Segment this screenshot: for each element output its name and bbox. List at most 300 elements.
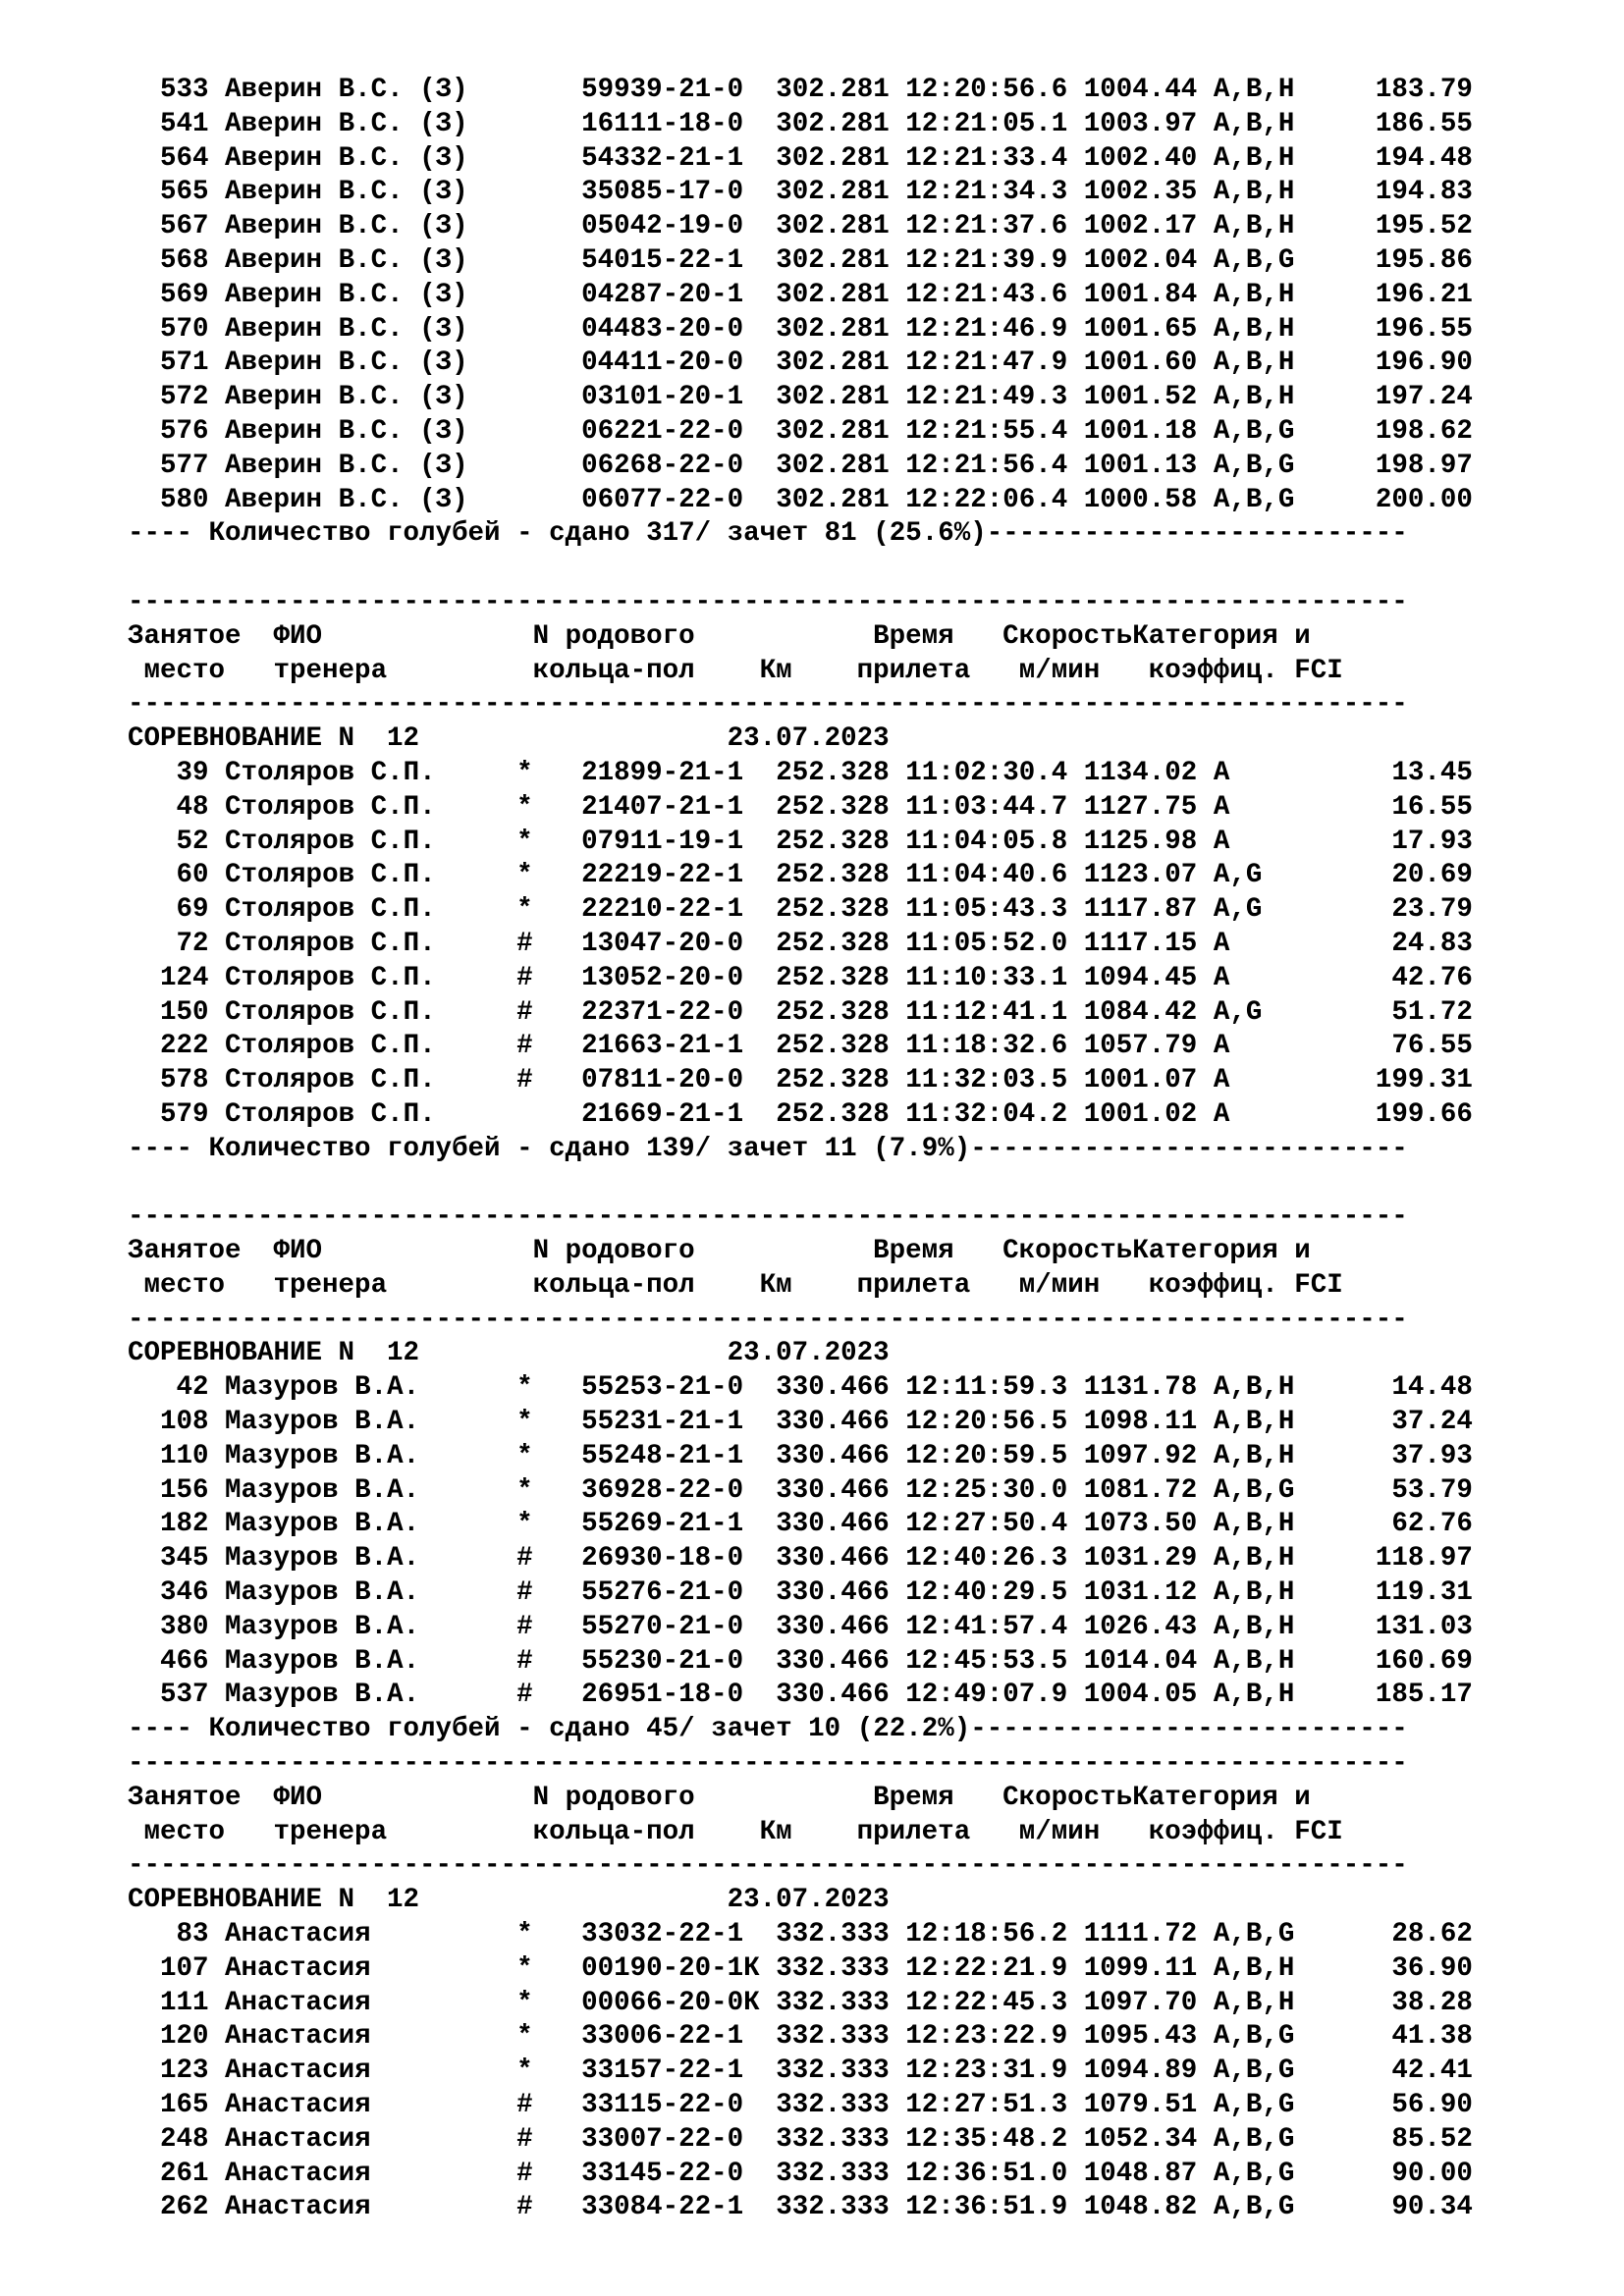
category-cell: А xyxy=(1213,757,1295,788)
time-cell: 12:22:45.3 xyxy=(905,1987,1068,2018)
fci-cell: 42.76 xyxy=(1294,962,1473,993)
header-category-2: коэффиц. xyxy=(1148,655,1295,686)
place-cell: 579 xyxy=(143,1098,209,1130)
ring-cell: 54015-22-1 xyxy=(581,244,760,276)
time-cell: 11:12:41.1 xyxy=(905,996,1068,1028)
category-cell: А xyxy=(1213,962,1295,993)
place-cell: 345 xyxy=(143,1543,209,1575)
ring-cell: 55276-21-0 xyxy=(581,1577,760,1609)
mark-cell xyxy=(516,245,533,276)
km-cell: 302.281 xyxy=(776,415,890,447)
place-cell: 262 xyxy=(143,2192,209,2223)
summary-label: Количество голубей - сдано xyxy=(208,1133,630,1164)
category-cell: А,В,Н xyxy=(1213,1509,1295,1540)
category-cell: А xyxy=(1213,928,1295,959)
speed-cell: 1001.60 xyxy=(1083,347,1198,379)
table-row xyxy=(128,1645,1473,1680)
km-cell: 252.328 xyxy=(776,928,890,959)
summary-submitted: 317 xyxy=(646,518,695,550)
place-cell: 165 xyxy=(143,2090,209,2121)
trainer-name-cell: Аверин В.С. (З) xyxy=(225,75,501,105)
header-speed-2: м/мин xyxy=(1018,655,1149,686)
table-row xyxy=(128,1098,1473,1133)
table-row xyxy=(128,826,1473,860)
competition-line xyxy=(128,1337,1473,1371)
ring-cell: 21669-21-1 xyxy=(581,1098,760,1130)
speed-cell: 1117.87 xyxy=(1083,894,1198,926)
mark-cell xyxy=(516,451,533,481)
summary-credited: 81 xyxy=(824,518,857,550)
category-cell: А,В,Н xyxy=(1213,1952,1295,1984)
header-time: Время xyxy=(873,620,1003,652)
speed-cell: 1002.40 xyxy=(1083,142,1198,174)
trainer-name-cell: Столяров С.П. xyxy=(225,928,501,959)
header-speed: Скорость xyxy=(1002,1236,1133,1267)
table-row xyxy=(128,1474,1473,1509)
km-cell: 332.333 xyxy=(776,2123,890,2155)
table-row xyxy=(128,2123,1473,2158)
category-cell: А,В,G xyxy=(1213,2090,1295,2121)
ring-cell: 06221-22-0 xyxy=(581,415,760,447)
header-km: Км xyxy=(759,655,857,686)
time-cell: 12:21:47.9 xyxy=(905,347,1068,379)
place-cell: 69 xyxy=(143,894,209,926)
km-cell: 330.466 xyxy=(776,1440,890,1471)
place-cell: 111 xyxy=(143,1987,209,2018)
ring-cell: 55270-21-0 xyxy=(581,1611,760,1642)
speed-cell: 1014.04 xyxy=(1083,1645,1198,1677)
ring-cell: 33007-22-0 xyxy=(581,2123,760,2155)
fci-cell: 90.00 xyxy=(1294,2158,1473,2189)
speed-cell: 1123.07 xyxy=(1083,860,1198,891)
fci-cell: 196.90 xyxy=(1294,347,1473,379)
blank-line xyxy=(128,1167,1473,1201)
place-cell: 564 xyxy=(143,142,209,174)
place-cell: 572 xyxy=(143,382,209,413)
trainer-name-cell: Мазуров В.А. xyxy=(225,1680,501,1711)
table-row xyxy=(128,1508,1473,1542)
km-cell: 252.328 xyxy=(776,996,890,1028)
trainer-name-cell: Аверин В.С. (З) xyxy=(225,450,501,481)
header-ring: N родового xyxy=(532,620,874,652)
km-cell: 332.333 xyxy=(776,1952,890,1984)
speed-cell: 1117.15 xyxy=(1083,928,1198,959)
summary-submitted: 45 xyxy=(646,1714,679,1745)
category-cell: А,G xyxy=(1213,996,1295,1028)
column-header-line-2 xyxy=(128,655,1473,689)
ring-cell: 03101-20-1 xyxy=(581,382,760,413)
ring-cell: 21899-21-1 xyxy=(581,757,760,788)
table-row xyxy=(128,1064,1473,1098)
fci-cell: 62.76 xyxy=(1294,1509,1473,1540)
category-cell: А,В,Н xyxy=(1213,1543,1295,1575)
km-cell: 302.281 xyxy=(776,211,890,242)
place-cell: 150 xyxy=(143,996,209,1028)
category-cell: А,В,Н xyxy=(1213,1407,1295,1438)
time-cell: 12:40:29.5 xyxy=(905,1577,1068,1609)
mark-cell: * xyxy=(516,1440,533,1471)
km-cell: 330.466 xyxy=(776,1645,890,1677)
fci-cell: 197.24 xyxy=(1294,382,1473,413)
column-header-line-1 xyxy=(128,620,1473,655)
fci-cell: 183.79 xyxy=(1294,75,1473,105)
ring-cell: 35085-17-0 xyxy=(581,177,760,208)
fci-cell: 194.83 xyxy=(1294,177,1473,208)
column-header-line-2 xyxy=(128,1269,1473,1304)
km-cell: 252.328 xyxy=(776,757,890,788)
summary-line: ---- Количество голубей - сдано 139/ зачет 11 (7.9%)--------------------------- xyxy=(128,1133,1408,1164)
trainer-name-cell: Столяров С.П. xyxy=(225,996,501,1028)
mark-cell xyxy=(516,280,533,310)
header-ring: N родового xyxy=(532,1782,874,1813)
category-cell: А,G xyxy=(1213,894,1295,926)
km-cell: 302.281 xyxy=(776,313,890,345)
table-row xyxy=(128,108,1473,142)
place-cell: 567 xyxy=(143,211,209,242)
trainer-name-cell: Мазуров В.А. xyxy=(225,1577,501,1609)
place-cell: 124 xyxy=(143,962,209,993)
ring-cell: 04483-20-0 xyxy=(581,313,760,345)
speed-cell: 1094.45 xyxy=(1083,962,1198,993)
trainer-name-cell: Столяров С.П. xyxy=(225,1098,501,1130)
header-place-2: место xyxy=(143,1269,274,1301)
speed-cell: 1095.43 xyxy=(1083,2021,1198,2053)
mark-cell: # xyxy=(516,1065,533,1096)
table-row xyxy=(128,176,1473,210)
fci-cell: 53.79 xyxy=(1294,1474,1473,1506)
time-cell: 11:03:44.7 xyxy=(905,791,1068,823)
table-row xyxy=(128,450,1473,484)
table-row xyxy=(128,484,1473,518)
ring-cell: 55269-21-1 xyxy=(581,1509,760,1540)
time-cell: 11:05:52.0 xyxy=(905,928,1068,959)
mark-cell: # xyxy=(516,928,533,959)
mark-cell: # xyxy=(516,996,533,1028)
speed-cell: 1001.07 xyxy=(1083,1065,1198,1096)
ring-cell: 33157-22-1 xyxy=(581,2056,760,2087)
km-cell: 302.281 xyxy=(776,244,890,276)
speed-cell: 1094.89 xyxy=(1083,2056,1198,2087)
time-cell: 12:41:57.4 xyxy=(905,1611,1068,1642)
header-ring: N родового xyxy=(532,1236,874,1267)
km-cell: 252.328 xyxy=(776,1098,890,1130)
mark-cell: * xyxy=(516,1474,533,1506)
ring-cell: 00190-20-1К xyxy=(581,1952,760,1984)
trainer-name-cell: Мазуров В.А. xyxy=(225,1543,501,1575)
ring-cell: 33115-22-0 xyxy=(581,2090,760,2121)
ring-cell: 26930-18-0 xyxy=(581,1543,760,1575)
mark-cell: # xyxy=(516,2090,533,2121)
summary-credited: 10 xyxy=(808,1714,841,1745)
category-cell: А xyxy=(1213,1098,1295,1130)
place-cell: 48 xyxy=(143,791,209,823)
mark-cell xyxy=(516,382,533,412)
fci-cell: 160.69 xyxy=(1294,1645,1473,1677)
speed-cell: 1001.84 xyxy=(1083,279,1198,310)
km-cell: 332.333 xyxy=(776,1919,890,1950)
speed-cell: 1079.51 xyxy=(1083,2090,1198,2121)
km-cell: 332.333 xyxy=(776,2021,890,2053)
mark-cell xyxy=(516,347,533,378)
category-cell: А,В,Н xyxy=(1213,1577,1295,1609)
header-speed: Скорость xyxy=(1002,1782,1133,1813)
fci-cell: 23.79 xyxy=(1294,894,1473,926)
km-cell: 302.281 xyxy=(776,382,890,413)
summary-credited-label: зачет xyxy=(727,1133,809,1164)
competition-line xyxy=(128,722,1473,757)
table-row xyxy=(128,74,1473,108)
ring-cell: 05042-19-0 xyxy=(581,211,760,242)
table-row xyxy=(128,210,1473,244)
header-place-2: место xyxy=(143,655,274,686)
mark-cell xyxy=(516,143,533,174)
ring-cell: 55231-21-1 xyxy=(581,1407,760,1438)
table-row xyxy=(128,928,1473,962)
table-row xyxy=(128,1611,1473,1645)
trainer-name-cell: Аверин В.С. (З) xyxy=(225,177,501,208)
fci-cell: 186.55 xyxy=(1294,108,1473,139)
trainer-name-cell: Аверин В.С. (З) xyxy=(225,279,501,310)
trainer-name-cell: Столяров С.П. xyxy=(225,1065,501,1096)
header-time-2: прилета xyxy=(856,655,1019,686)
time-cell: 12:45:53.5 xyxy=(905,1645,1068,1677)
category-cell: А,В,G xyxy=(1213,415,1295,447)
results-document xyxy=(128,74,1473,2225)
category-cell: А,В,G xyxy=(1213,2056,1295,2087)
fci-cell: 36.90 xyxy=(1294,1952,1473,1984)
summary-credited-label: зачет xyxy=(711,1714,792,1745)
mark-cell: # xyxy=(516,2192,533,2223)
place-cell: 569 xyxy=(143,279,209,310)
trainer-name-cell: Мазуров В.А. xyxy=(225,1372,501,1404)
trainer-name-cell: Анастасия xyxy=(225,2192,501,2223)
km-cell: 302.281 xyxy=(776,108,890,139)
header-fci: FCI xyxy=(1294,655,1343,686)
km-cell: 332.333 xyxy=(776,2056,890,2087)
mark-cell: * xyxy=(516,2021,533,2053)
place-cell: 248 xyxy=(143,2123,209,2155)
mark-cell: * xyxy=(516,1952,533,1984)
fci-cell: 195.86 xyxy=(1294,244,1473,276)
trainer-name-cell: Анастасия xyxy=(225,1987,501,2018)
km-cell: 302.281 xyxy=(776,177,890,208)
mark-cell: * xyxy=(516,1509,533,1540)
trainer-name-cell: Аверин В.С. (З) xyxy=(225,415,501,447)
speed-cell: 1127.75 xyxy=(1083,791,1198,823)
trainer-name-cell: Анастасия xyxy=(225,2158,501,2189)
km-cell: 302.281 xyxy=(776,484,890,515)
fci-cell: 119.31 xyxy=(1294,1577,1473,1609)
trainer-name-cell: Аверин В.С. (З) xyxy=(225,484,501,515)
mark-cell: # xyxy=(516,2158,533,2189)
fci-cell: 199.31 xyxy=(1294,1065,1473,1096)
fci-cell: 41.38 xyxy=(1294,2021,1473,2053)
time-cell: 12:21:33.4 xyxy=(905,142,1068,174)
ring-cell: 21407-21-1 xyxy=(581,791,760,823)
table-row xyxy=(128,1542,1473,1576)
mark-cell: # xyxy=(516,1577,533,1609)
place-cell: 346 xyxy=(143,1577,209,1609)
time-cell: 12:20:56.6 xyxy=(905,75,1068,105)
time-cell: 11:32:03.5 xyxy=(905,1065,1068,1096)
category-cell: А,В,Н xyxy=(1213,1680,1295,1711)
summary-line: ---- Количество голубей - сдано 317/ зачет 81 (25.6%)-------------------------- xyxy=(128,518,1408,550)
mark-cell: * xyxy=(516,791,533,823)
fci-cell: 38.28 xyxy=(1294,1987,1473,2018)
speed-cell: 1003.97 xyxy=(1083,108,1198,139)
km-cell: 302.281 xyxy=(776,75,890,105)
km-cell: 330.466 xyxy=(776,1611,890,1642)
header-time: Время xyxy=(873,1782,1003,1813)
place-cell: 466 xyxy=(143,1645,209,1677)
column-header-line-2 xyxy=(128,1816,1473,1850)
trainer-name-cell: Аверин В.С. (З) xyxy=(225,313,501,345)
mark-cell xyxy=(516,1099,533,1130)
summary-percent: (22.2%) xyxy=(856,1714,971,1745)
category-cell: А,В,G xyxy=(1213,244,1295,276)
ring-cell: 13052-20-0 xyxy=(581,962,760,993)
speed-cell: 1081.72 xyxy=(1083,1474,1198,1506)
table-row xyxy=(128,2055,1473,2089)
summary-percent: (25.6%) xyxy=(873,518,987,550)
time-cell: 12:27:51.3 xyxy=(905,2090,1068,2121)
place-cell: 568 xyxy=(143,244,209,276)
category-cell: А,В,Н xyxy=(1213,108,1295,139)
header-place: Занятое xyxy=(128,1782,274,1813)
trainer-name-cell: Столяров С.П. xyxy=(225,1031,501,1062)
ring-cell: 33145-22-0 xyxy=(581,2158,760,2189)
speed-cell: 1004.05 xyxy=(1083,1680,1198,1711)
fci-cell: 185.17 xyxy=(1294,1680,1473,1711)
km-cell: 252.328 xyxy=(776,1065,890,1096)
km-cell: 330.466 xyxy=(776,1680,890,1711)
fci-cell: 20.69 xyxy=(1294,860,1473,891)
category-cell: А,В,G xyxy=(1213,2192,1295,2223)
ring-cell: 22210-22-1 xyxy=(581,894,760,926)
header-name: ФИО xyxy=(273,1236,533,1267)
time-cell: 12:36:51.0 xyxy=(905,2158,1068,2189)
km-cell: 332.333 xyxy=(776,2158,890,2189)
trainer-name-cell: Анастасия xyxy=(225,2123,501,2155)
place-cell: 576 xyxy=(143,415,209,447)
trainer-name-cell: Столяров С.П. xyxy=(225,757,501,788)
fci-cell: 76.55 xyxy=(1294,1031,1473,1062)
ring-cell: 55230-21-0 xyxy=(581,1645,760,1677)
category-cell: А,В,Н xyxy=(1213,1440,1295,1471)
place-cell: 222 xyxy=(143,1031,209,1062)
time-cell: 12:20:59.5 xyxy=(905,1440,1068,1471)
trainer-name-cell: Мазуров В.А. xyxy=(225,1407,501,1438)
competition-date: 23.07.2023 xyxy=(727,723,890,755)
place-cell: 577 xyxy=(143,450,209,481)
time-cell: 12:49:07.9 xyxy=(905,1680,1068,1711)
place-cell: 72 xyxy=(143,928,209,959)
fci-cell: 13.45 xyxy=(1294,757,1473,788)
header-speed-2: м/мин xyxy=(1018,1816,1149,1847)
ring-cell: 54332-21-1 xyxy=(581,142,760,174)
place-cell: 580 xyxy=(143,484,209,515)
competition-title: СОРЕВНОВАНИЕ N 12 xyxy=(128,1338,728,1369)
ring-cell: 04411-20-0 xyxy=(581,347,760,379)
speed-cell: 1026.43 xyxy=(1083,1611,1198,1642)
blank-line xyxy=(128,552,1473,586)
header-category: Категория и xyxy=(1132,620,1311,652)
header-time: Время xyxy=(873,1236,1003,1267)
speed-cell: 1097.70 xyxy=(1083,1987,1198,2018)
trainer-name-cell: Мазуров В.А. xyxy=(225,1611,501,1642)
place-cell: 120 xyxy=(143,2021,209,2053)
time-cell: 12:27:50.4 xyxy=(905,1509,1068,1540)
summary-line: ---- Количество голубей - сдано 45/ зачет 10 (22.2%)--------------------------- xyxy=(128,1714,1408,1745)
fci-cell: 56.90 xyxy=(1294,2090,1473,2121)
table-row xyxy=(128,1952,1473,1987)
header-speed-2: м/мин xyxy=(1018,1269,1149,1301)
time-cell: 11:10:33.1 xyxy=(905,962,1068,993)
fci-cell: 28.62 xyxy=(1294,1919,1473,1950)
mark-cell: * xyxy=(516,757,533,788)
table-row xyxy=(128,415,1473,450)
place-cell: 537 xyxy=(143,1680,209,1711)
category-cell: А,В,Н xyxy=(1213,1987,1295,2018)
mark-cell xyxy=(516,485,533,515)
header-category: Категория и xyxy=(1132,1782,1311,1813)
fci-cell: 195.52 xyxy=(1294,211,1473,242)
mark-cell xyxy=(516,109,533,139)
separator-line: ------------------------------------------------------------------------------- xyxy=(128,586,1408,617)
speed-cell: 1031.29 xyxy=(1083,1543,1198,1575)
ring-cell: 26951-18-0 xyxy=(581,1680,760,1711)
table-row xyxy=(128,962,1473,996)
category-cell: А,В,G xyxy=(1213,2158,1295,2189)
column-header-line-1 xyxy=(128,1782,1473,1816)
time-cell: 11:18:32.6 xyxy=(905,1031,1068,1062)
column-header-line-1 xyxy=(128,1235,1473,1269)
fci-cell: 196.21 xyxy=(1294,279,1473,310)
table-row xyxy=(128,381,1473,415)
ring-cell: 22219-22-1 xyxy=(581,860,760,891)
time-cell: 12:23:31.9 xyxy=(905,2056,1068,2087)
time-cell: 12:21:56.4 xyxy=(905,450,1068,481)
speed-cell: 1001.18 xyxy=(1083,415,1198,447)
time-cell: 12:35:48.2 xyxy=(905,2123,1068,2155)
fci-cell: 90.34 xyxy=(1294,2192,1473,2223)
separator-line: ------------------------------------------------------------------------------- xyxy=(128,1201,1408,1233)
summary-label: Количество голубей - сдано xyxy=(208,518,630,550)
km-cell: 330.466 xyxy=(776,1509,890,1540)
mark-cell xyxy=(516,177,533,207)
trainer-name-cell: Мазуров В.А. xyxy=(225,1474,501,1506)
time-cell: 12:21:34.3 xyxy=(905,177,1068,208)
fci-cell: 51.72 xyxy=(1294,996,1473,1028)
summary-submitted: 139 xyxy=(646,1133,695,1164)
fci-cell: 16.55 xyxy=(1294,791,1473,823)
time-cell: 11:05:43.3 xyxy=(905,894,1068,926)
ring-cell: 06268-22-0 xyxy=(581,450,760,481)
speed-cell: 1001.02 xyxy=(1083,1098,1198,1130)
fci-cell: 199.66 xyxy=(1294,1098,1473,1130)
trainer-name-cell: Мазуров В.А. xyxy=(225,1645,501,1677)
summary-percent: (7.9%) xyxy=(873,1133,971,1164)
category-cell: А,В,Н xyxy=(1213,279,1295,310)
place-cell: 182 xyxy=(143,1509,209,1540)
table-row xyxy=(128,2020,1473,2055)
km-cell: 332.333 xyxy=(776,2192,890,2223)
time-cell: 12:21:39.9 xyxy=(905,244,1068,276)
speed-cell: 1004.44 xyxy=(1083,75,1198,105)
speed-cell: 1002.17 xyxy=(1083,211,1198,242)
place-cell: 108 xyxy=(143,1407,209,1438)
trainer-name-cell: Аверин В.С. (З) xyxy=(225,347,501,379)
